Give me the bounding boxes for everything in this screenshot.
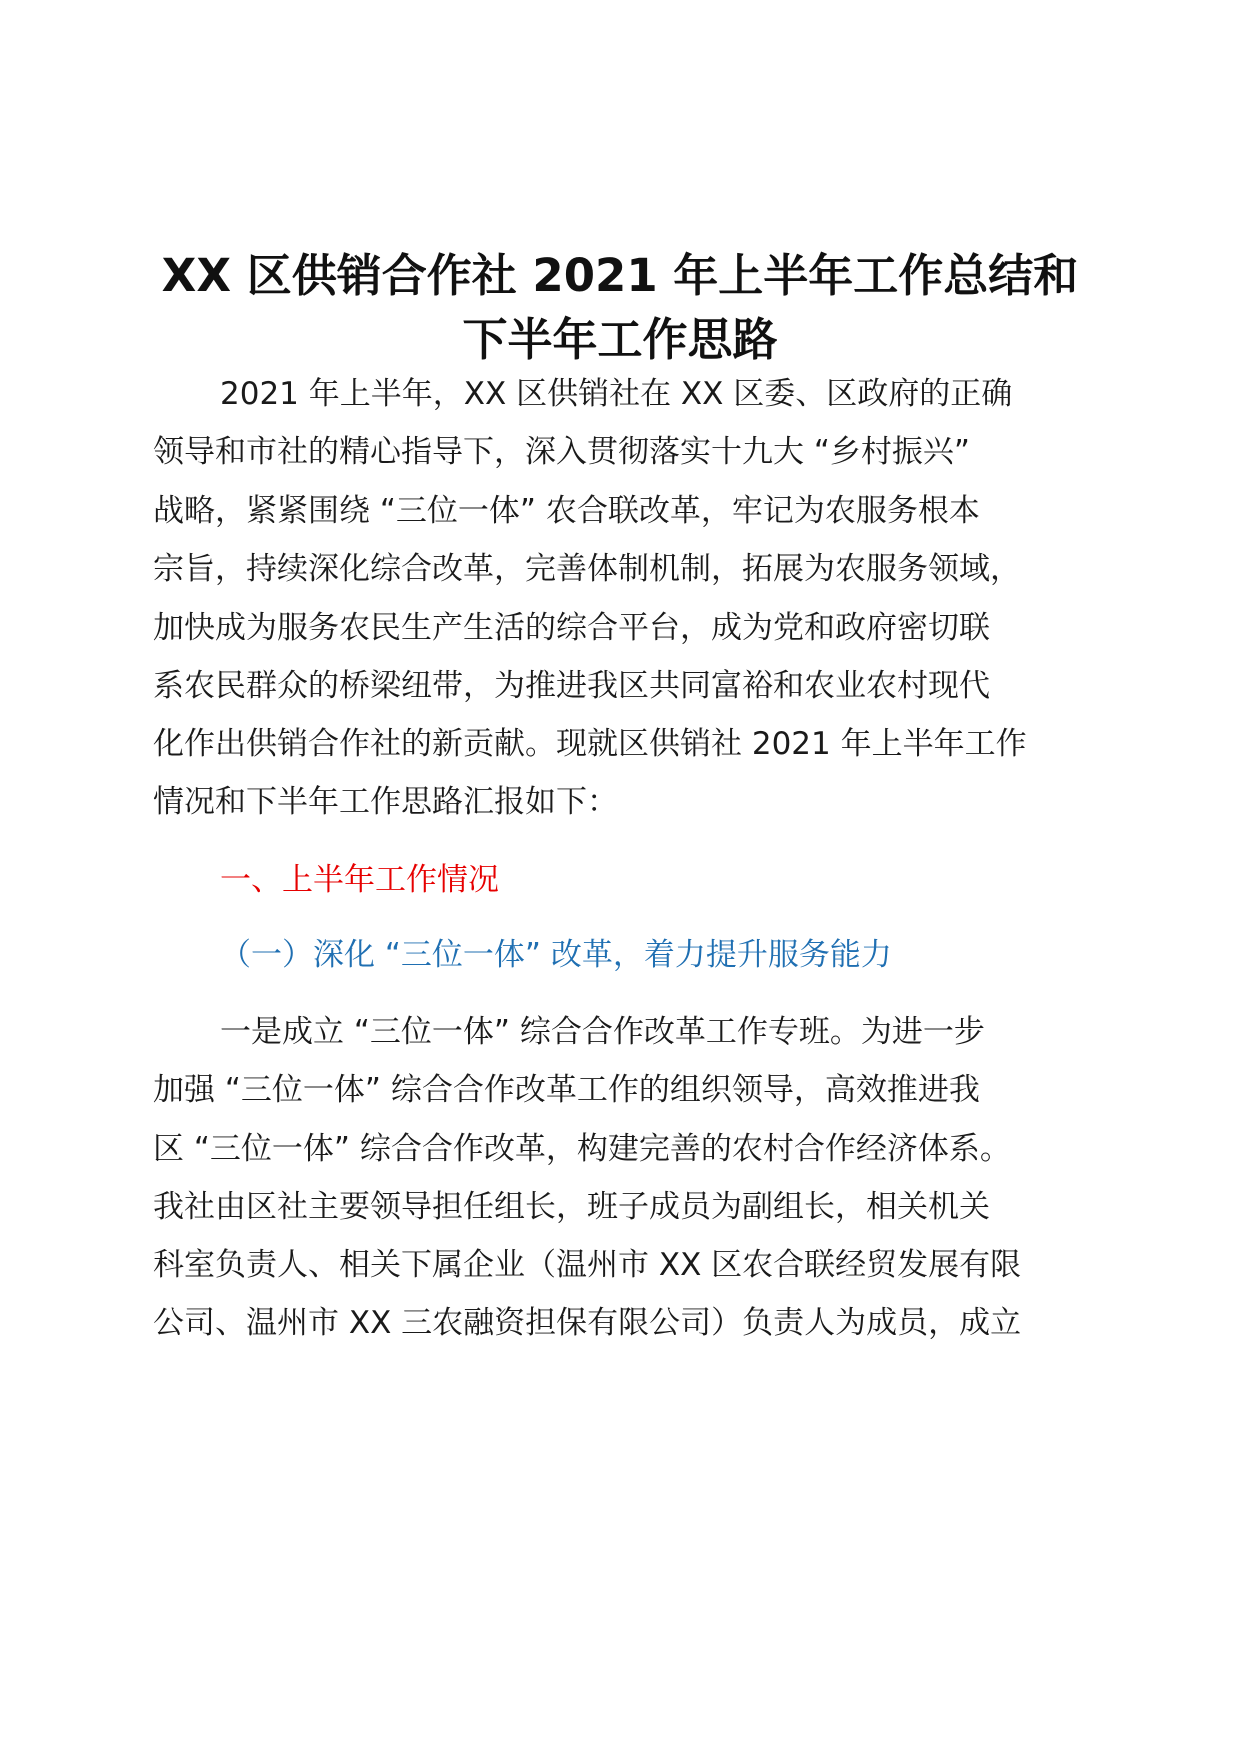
para2-line-2: 加强 “三位一体” 综合合作改革工作的组织领导，高效推进我 bbox=[153, 1072, 980, 1108]
document-title bbox=[140, 244, 1100, 372]
intro-line-3: 战略，紧紧围绕 “三位一体” 农合联改革，牢记为农服务根本 bbox=[153, 493, 980, 529]
title-line-1: XX 区供销合作社 2021 年上半年工作总结和 bbox=[161, 249, 1079, 302]
intro-line-5: 加快成为服务农民生产生活的综合平台，成为党和政府密切联 bbox=[153, 610, 990, 646]
para2-line-1: 一是成立 “三位一体” 综合合作改革工作专班。为进一步 bbox=[220, 1014, 985, 1050]
intro-line-6: 系农民群众的桥梁纽带，为推进我区共同富裕和农业农村现代 bbox=[153, 668, 990, 704]
para2-line-4: 我社由区社主要领导担任组长，班子成员为副组长，相关机关 bbox=[153, 1189, 990, 1225]
section-heading: 一、上半年工作情况 bbox=[220, 862, 499, 898]
para2-line-3: 区 “三位一体” 综合合作改革，构建完善的农村合作经济体系。 bbox=[153, 1131, 1011, 1167]
intro-line-7: 化作出供销合作社的新贡献。现就区供销社 2021 年上半年工作 bbox=[153, 726, 1027, 762]
intro-line-4: 宗旨，持续深化综合改革，完善体制机制，拓展为农服务领域， bbox=[153, 551, 1021, 587]
subsection-heading: （一）深化 “三位一体” 改革，着力提升服务能力 bbox=[220, 937, 892, 973]
title-line-2: 下半年工作思路 bbox=[462, 313, 778, 366]
intro-line-1: 2021 年上半年，XX 区供销社在 XX 区委、区政府的正确 bbox=[220, 376, 1013, 412]
para2-line-6: 公司、温州市 XX 三农融资担保有限公司）负责人为成员，成立 bbox=[153, 1305, 1022, 1341]
intro-line-8: 情况和下半年工作思路汇报如下： bbox=[153, 784, 618, 820]
intro-line-2: 领导和市社的精心指导下，深入贯彻落实十九大 “乡村振兴” bbox=[153, 434, 970, 470]
para2-line-5: 科室负责人、相关下属企业（温州市 XX 区农合联经贸发展有限 bbox=[153, 1247, 1022, 1283]
